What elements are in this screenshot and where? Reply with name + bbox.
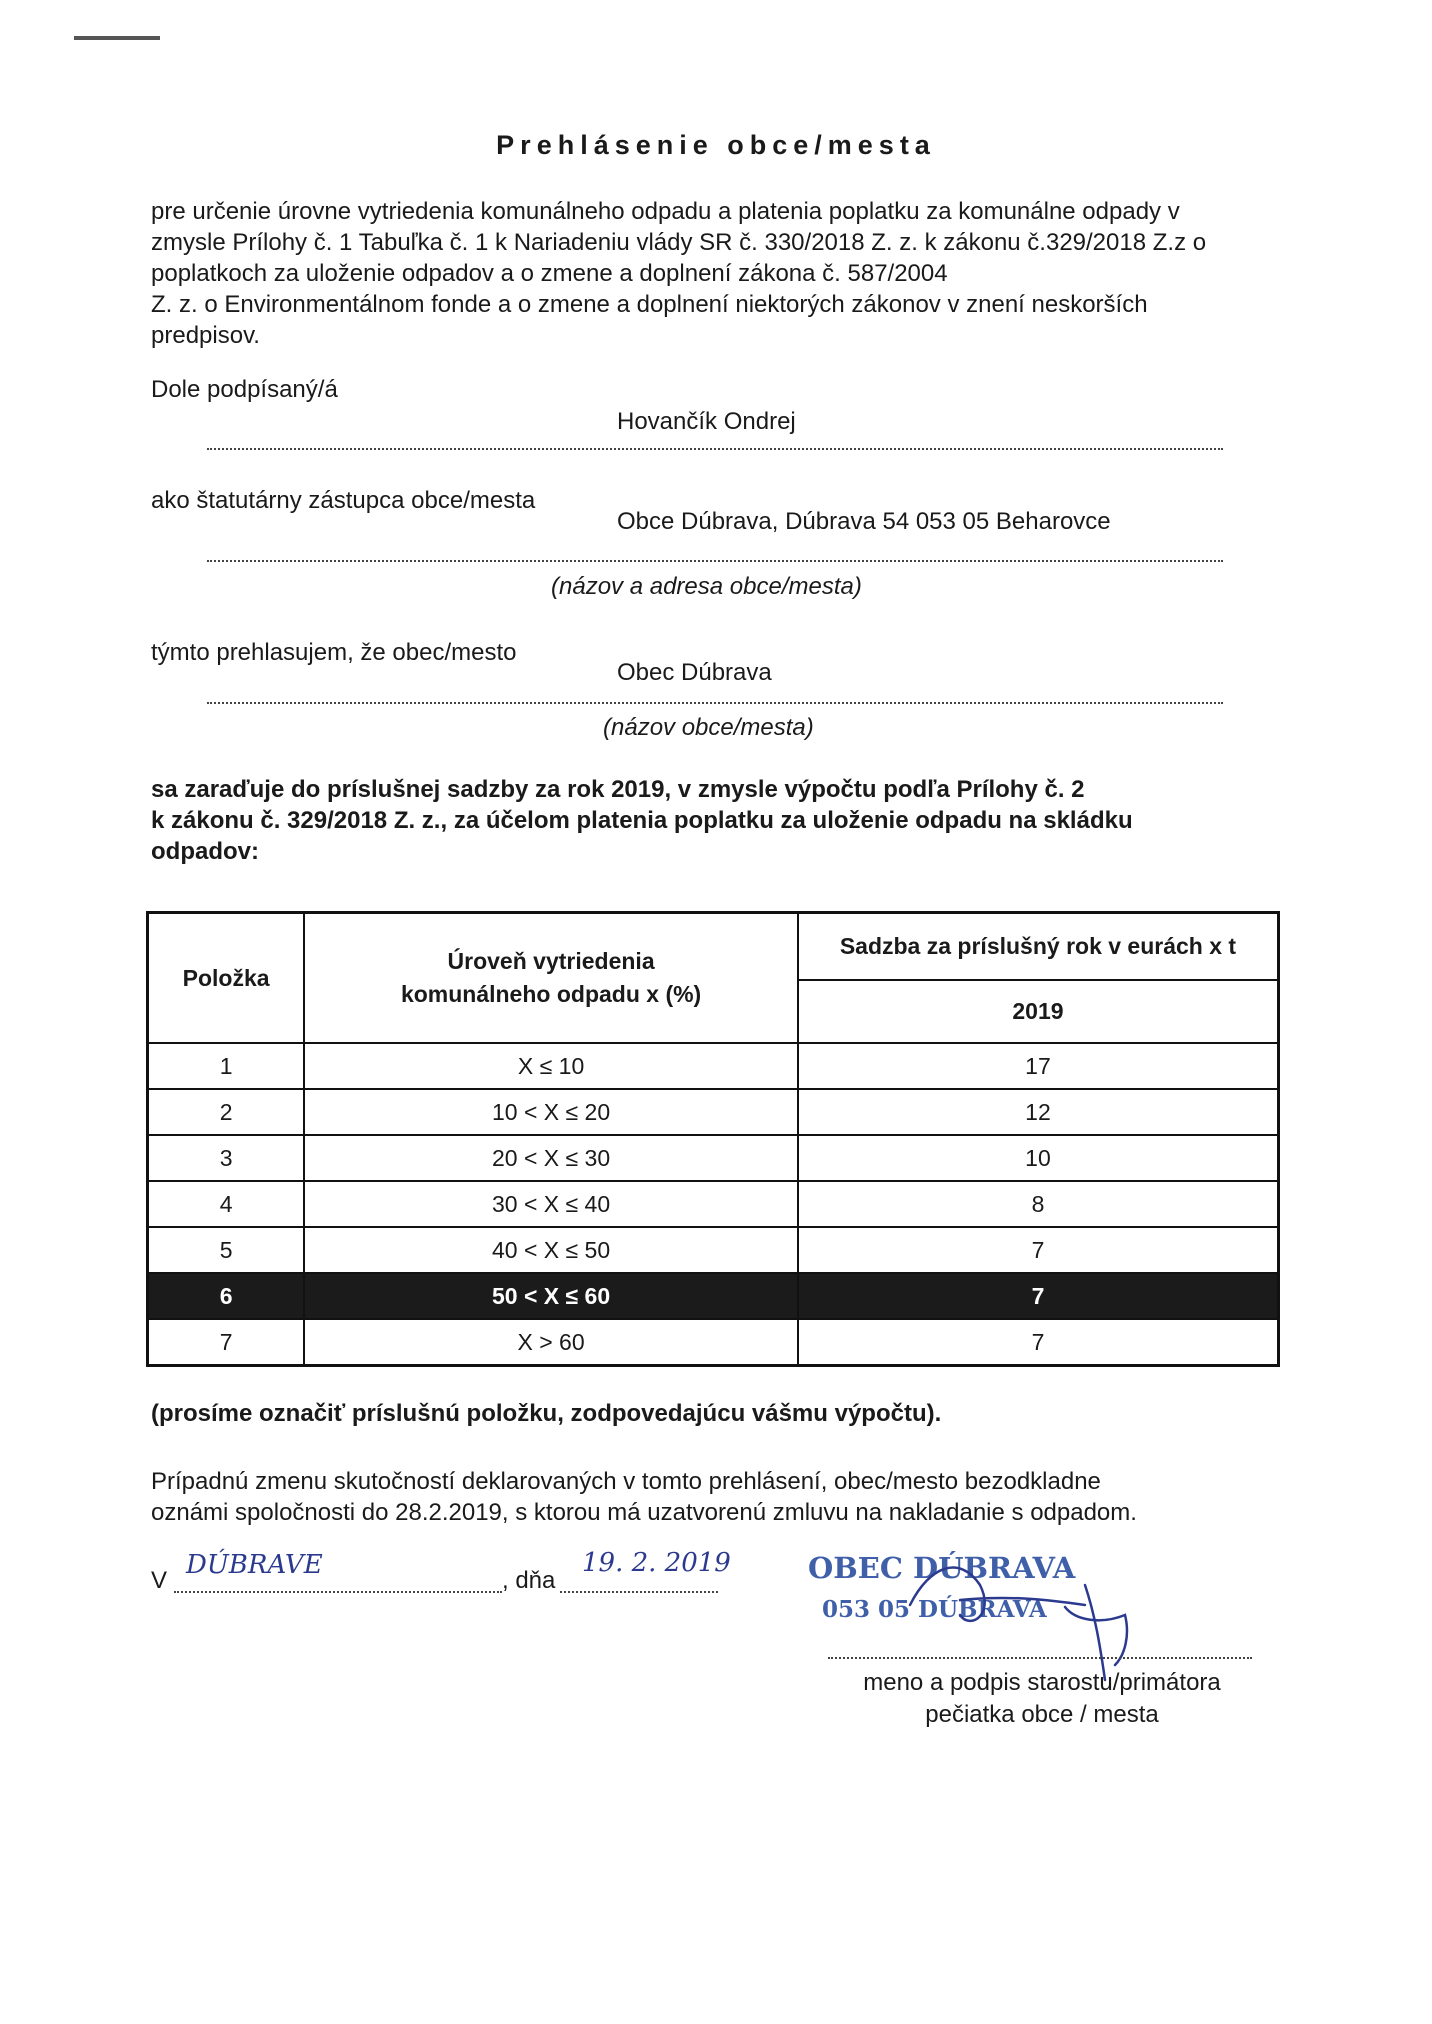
cell-rate: 8: [798, 1181, 1279, 1227]
cell-level: 40 < X ≤ 50: [304, 1227, 798, 1273]
municipality-address: Obce Dúbrava, Dúbrava 54 053 05 Beharovce: [617, 508, 1111, 535]
date-dotted-line: [560, 1591, 718, 1593]
cell-rate: 17: [798, 1043, 1279, 1089]
header-level: [304, 913, 798, 1044]
cell-level: 10 < X ≤ 20: [304, 1089, 798, 1135]
intro-line: poplatkoch za uloženie odpadov a o zmene a doplnení zákona č. 587/2004: [151, 260, 948, 287]
header-level-line1: Úroveň vytriedenia: [447, 948, 655, 974]
classification-line: odpadov:: [151, 838, 259, 865]
representative-label: ako štatutárny zástupca obce/mesta: [151, 487, 536, 514]
cell-level: X > 60: [304, 1319, 798, 1366]
date-handwritten: 19. 2. 2019: [582, 1548, 731, 1578]
intro-line: pre určenie úrovne vytriedenia komunálneho odpadu a platenia poplatku za komunálne odpady v: [151, 198, 1180, 225]
cell-item: 4: [148, 1181, 305, 1227]
cell-item: 5: [148, 1227, 305, 1273]
table-row: [148, 1135, 1279, 1181]
table-row: [148, 1043, 1279, 1089]
classification-line: k zákonu č. 329/2018 Z. z., za účelom platenia poplatku za uloženie odpadu na skládku: [151, 807, 1133, 834]
municipality-dotted-line: [207, 702, 1223, 704]
cell-level: X ≤ 10: [304, 1043, 798, 1089]
cell-rate: 7: [798, 1227, 1279, 1273]
header-item: Položka: [148, 913, 305, 1044]
signature-caption-line2: pečiatka obce / mesta: [925, 1701, 1159, 1728]
rate-table: [146, 911, 1280, 1367]
table-row: [148, 1181, 1279, 1227]
place-dotted-line: [174, 1591, 502, 1593]
document-title: Prehlásenie obce/mesta: [496, 130, 936, 160]
cell-rate: 7: [798, 1273, 1279, 1319]
signed-name: Hovančík Ondrej: [617, 408, 796, 435]
intro-line: Z. z. o Environmentálnom fonde a o zmene a doplnení niektorých zákonov v znení neskorších: [151, 291, 1148, 318]
table-header-row: [148, 913, 1279, 981]
classification-paragraph: [151, 774, 1231, 867]
notice-line: oznámi spoločnosti do 28.2.2019, s ktorou má uzatvorenú zmluvu na nakladanie s odpadom.: [151, 1499, 1137, 1526]
header-level-line2: komunálneho odpadu x (%): [400, 981, 702, 1007]
table-row: [148, 1319, 1279, 1366]
signature-caption-line1: meno a podpis starostu/primátora: [863, 1669, 1221, 1696]
notice-line: Prípadnú zmenu skutočností deklarovaných v tomto prehlásení, obec/mesto bezodkladne: [151, 1468, 1101, 1495]
address-dotted-line: [207, 560, 1223, 562]
selection-note: (prosíme označiť príslušnú položku, zodpovedajúcu vášmu výpočtu).: [151, 1400, 942, 1427]
header-rate: Sadzba za príslušný rok v eurách x t: [798, 913, 1279, 981]
intro-paragraph: [151, 196, 1291, 351]
cell-level: 20 < X ≤ 30: [304, 1135, 798, 1181]
signed-label: Dole podpísaný/á: [151, 376, 338, 403]
cell-item: 3: [148, 1135, 305, 1181]
classification-line: sa zaraďuje do príslušnej sadzby za rok 2019, v zmysle výpočtu podľa Prílohy č. 2: [151, 776, 1085, 803]
cell-rate: 12: [798, 1089, 1279, 1135]
cell-item: 1: [148, 1043, 305, 1089]
name-dotted-line: [207, 448, 1223, 450]
signature-mark: [900, 1545, 1140, 1685]
cell-item: 2: [148, 1089, 305, 1135]
cell-level: 30 < X ≤ 40: [304, 1181, 798, 1227]
cell-rate: 10: [798, 1135, 1279, 1181]
intro-line: zmysle Prílohy č. 1 Tabuľka č. 1 k Nariadeniu vlády SR č. 330/2018 Z. z. k zákonu č.329/2018 Z.z o: [151, 229, 1207, 256]
address-caption: (názov a adresa obce/mesta): [551, 573, 862, 600]
cell-level: 50 < X ≤ 60: [304, 1273, 798, 1319]
date-label: , dňa: [502, 1567, 556, 1594]
intro-line: predpisov.: [151, 322, 260, 349]
municipality-name: Obec Dúbrava: [617, 659, 772, 686]
cell-item: 6: [148, 1273, 305, 1319]
place-prefix: V: [151, 1567, 168, 1594]
scan-corner-mark: [74, 36, 160, 40]
table-row: [148, 1227, 1279, 1273]
stamp-line1: OBEC DÚBRAVA: [808, 1551, 1076, 1585]
signature-dotted-line: [828, 1657, 1252, 1659]
table-row-selected: [148, 1273, 1279, 1319]
header-year: 2019: [798, 980, 1279, 1043]
stamp-line2: 053 05 DÚBRAVA: [822, 1596, 1047, 1623]
declare-label: týmto prehlasujem, že obec/mesto: [151, 639, 517, 666]
change-notice-paragraph: [151, 1466, 1271, 1528]
table-row: [148, 1089, 1279, 1135]
place-handwritten: DÚBRAVE: [186, 1550, 323, 1580]
cell-item: 7: [148, 1319, 305, 1366]
signature-caption: [832, 1667, 1252, 1731]
name-caption: (názov obce/mesta): [603, 714, 814, 741]
cell-rate: 7: [798, 1319, 1279, 1366]
